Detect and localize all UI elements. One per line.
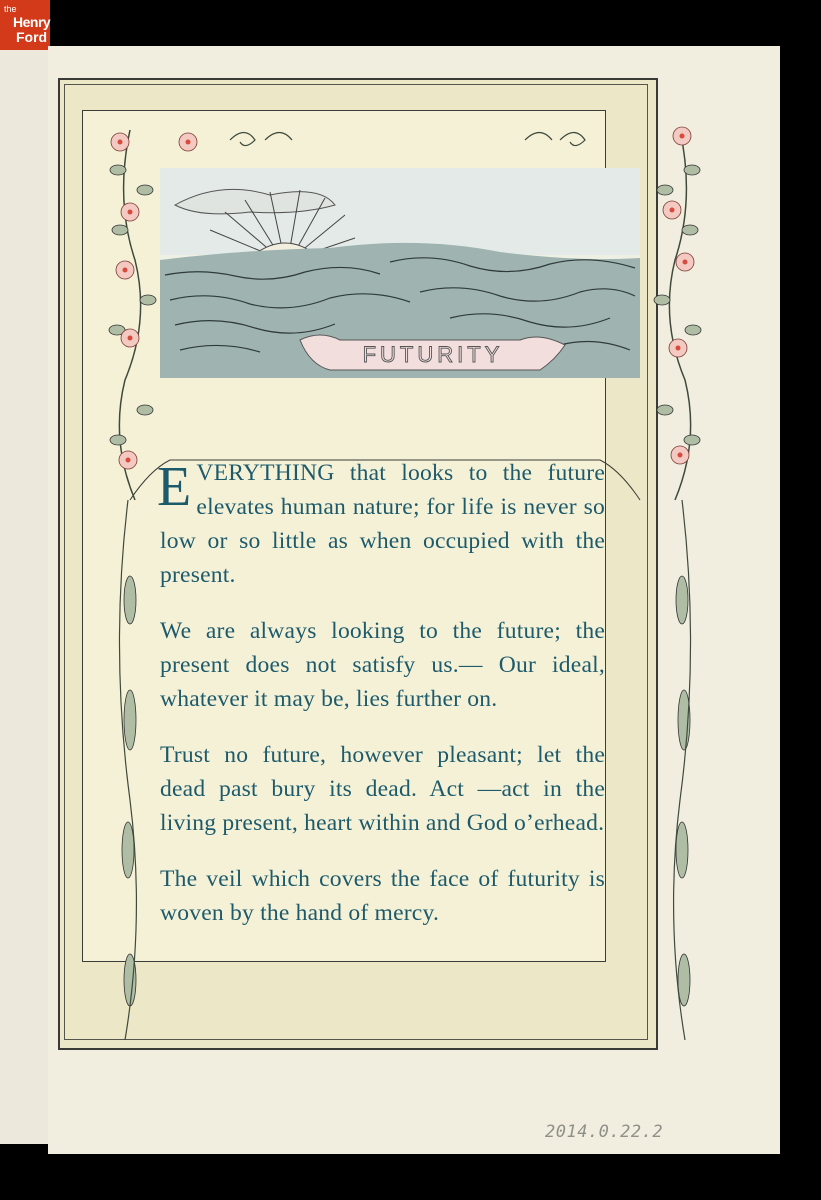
logo-ford: Ford: [16, 29, 48, 45]
paragraph-1-text: VERYTHING that looks to the future elevates human nature; for life is never so low or so little as when occupied with the present.: [160, 460, 605, 588]
logo-the: the: [4, 4, 17, 14]
accession-number: 2014.0.22.2: [545, 1122, 664, 1142]
paragraph-1: [157, 456, 605, 592]
banner-title: FUTURITY: [362, 342, 504, 367]
poem-body: [157, 456, 605, 952]
paragraph-3: Trust no future, however pleasant; let the dead past bury its dead. Act —act in the living present, heart within and God o’erhead.: [160, 742, 605, 836]
top-scroll-ornament: [230, 133, 585, 146]
logo-henry: Henry: [13, 14, 51, 30]
paragraph-2: We are always looking to the future; the present does not satisfy us.— Our ideal, whatever it may be, lies further on.: [160, 618, 605, 712]
paragraph-4: The veil which covers the face of futurity is woven by the hand of mercy.: [160, 866, 605, 926]
drop-cap: E: [157, 456, 192, 518]
